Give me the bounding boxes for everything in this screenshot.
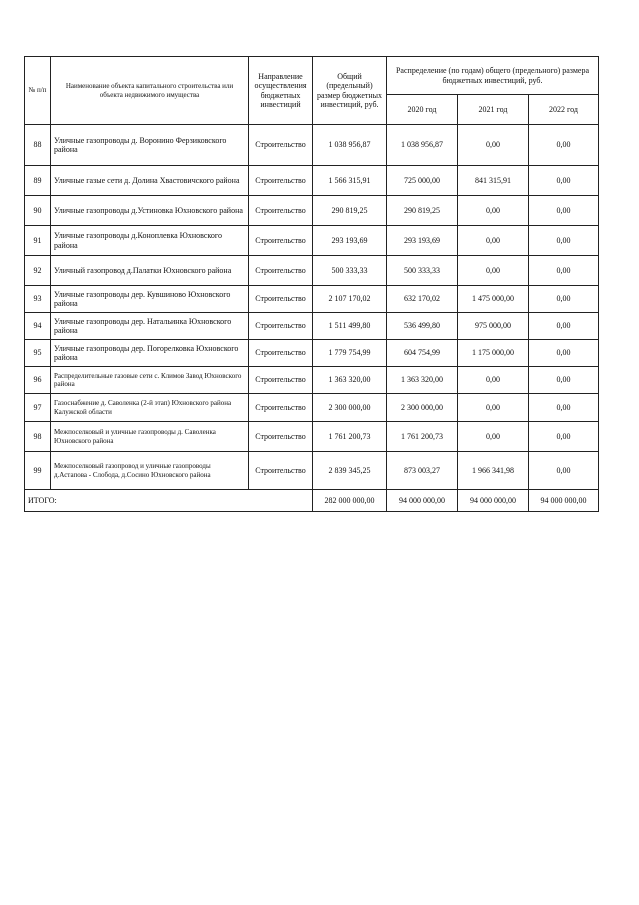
- row-direction: Строительство: [249, 340, 313, 367]
- row-amount-2022: 0,00: [529, 340, 599, 367]
- row-object-name: Уличные газопроводы дер. Погорелковка Юхновского района: [51, 340, 249, 367]
- table-row: [25, 196, 599, 226]
- row-object-name: Уличные газопроводы д.Устиновка Юхновского района: [51, 196, 249, 226]
- row-amount-2021: 0,00: [458, 422, 529, 452]
- row-amount-2021: 0,00: [458, 256, 529, 286]
- row-amount-2021: 841 315,91: [458, 166, 529, 196]
- row-amount-2021: 1 966 341,98: [458, 452, 529, 490]
- row-amount-2021: 0,00: [458, 367, 529, 394]
- table-row: [25, 286, 599, 313]
- row-object-name: Уличные газопроводы дер. Кувшиново Юхновского района: [51, 286, 249, 313]
- row-amount-2020: 500 333,33: [387, 256, 458, 286]
- table-row: [25, 226, 599, 256]
- row-amount-2021: 0,00: [458, 226, 529, 256]
- row-amount-2020: 293 193,69: [387, 226, 458, 256]
- row-object-name: Уличные газопроводы дер. Натальинка Юхновского района: [51, 313, 249, 340]
- row-amount-2022: 0,00: [529, 256, 599, 286]
- row-total-amount: 1 511 499,80: [313, 313, 387, 340]
- totals-total-amount: 282 000 000,00: [313, 490, 387, 512]
- row-amount-2020: 725 000,00: [387, 166, 458, 196]
- row-direction: Строительство: [249, 394, 313, 422]
- row-number: 91: [25, 226, 51, 256]
- header-total-amount: Общий (предельный) размер бюджетных инвестиций, руб.: [313, 57, 387, 125]
- row-direction: Строительство: [249, 452, 313, 490]
- row-number: 89: [25, 166, 51, 196]
- row-object-name: Уличные газопроводы д. Воронино Ферзиковского района: [51, 125, 249, 166]
- row-number: 95: [25, 340, 51, 367]
- row-amount-2022: 0,00: [529, 286, 599, 313]
- row-number: 93: [25, 286, 51, 313]
- header-year-2021: 2021 год: [458, 95, 529, 125]
- table-row: [25, 394, 599, 422]
- row-amount-2020: 1 038 956,87: [387, 125, 458, 166]
- row-number: 97: [25, 394, 51, 422]
- row-amount-2022: 0,00: [529, 166, 599, 196]
- row-amount-2022: 0,00: [529, 394, 599, 422]
- row-total-amount: 2 300 000,00: [313, 394, 387, 422]
- row-total-amount: 2 107 170,02: [313, 286, 387, 313]
- row-amount-2021: 0,00: [458, 394, 529, 422]
- row-amount-2020: 604 754,99: [387, 340, 458, 367]
- table-row: [25, 166, 599, 196]
- row-direction: Строительство: [249, 226, 313, 256]
- header-object-name: Наименование объекта капитального строительства или объекта недвижимого имущества: [51, 57, 249, 125]
- row-object-name: Газоснабжение д. Саволенка (2-й этап) Юхновского района Калужской области: [51, 394, 249, 422]
- row-total-amount: 1 566 315,91: [313, 166, 387, 196]
- row-total-amount: 293 193,69: [313, 226, 387, 256]
- row-object-name: Межпоселковый и уличные газопроводы д. Саволенка Юхновского района: [51, 422, 249, 452]
- row-object-name: Уличный газопровод д.Палатки Юхновского района: [51, 256, 249, 286]
- row-number: 98: [25, 422, 51, 452]
- row-direction: Строительство: [249, 313, 313, 340]
- row-amount-2022: 0,00: [529, 125, 599, 166]
- row-amount-2022: 0,00: [529, 367, 599, 394]
- header-year-2020: 2020 год: [387, 95, 458, 125]
- row-amount-2021: 975 000,00: [458, 313, 529, 340]
- row-direction: Строительство: [249, 256, 313, 286]
- row-number: 90: [25, 196, 51, 226]
- row-amount-2020: 1 363 320,00: [387, 367, 458, 394]
- totals-2020: 94 000 000,00: [387, 490, 458, 512]
- row-amount-2020: 873 003,27: [387, 452, 458, 490]
- row-amount-2020: 632 170,02: [387, 286, 458, 313]
- header-number: № п/п: [25, 57, 51, 125]
- row-amount-2022: 0,00: [529, 422, 599, 452]
- row-total-amount: 1 761 200,73: [313, 422, 387, 452]
- table-row: [25, 452, 599, 490]
- row-direction: Строительство: [249, 422, 313, 452]
- row-amount-2022: 0,00: [529, 452, 599, 490]
- table-row: [25, 256, 599, 286]
- table-row: [25, 313, 599, 340]
- row-amount-2020: 536 499,80: [387, 313, 458, 340]
- row-object-name: Распределительные газовые сети с. Климов Завод Юхновского района: [51, 367, 249, 394]
- row-object-name: Уличные газопроводы д.Коноплевка Юхновского района: [51, 226, 249, 256]
- row-amount-2021: 0,00: [458, 196, 529, 226]
- row-direction: Строительство: [249, 196, 313, 226]
- row-number: 94: [25, 313, 51, 340]
- row-number: 88: [25, 125, 51, 166]
- totals-2021: 94 000 000,00: [458, 490, 529, 512]
- table-row: [25, 340, 599, 367]
- table-body: [25, 125, 599, 490]
- table-row: [25, 125, 599, 166]
- row-object-name: Межпоселковый газопровод и уличные газопроводы д.Астапова - Слобода, д.Сосино Юхновского района: [51, 452, 249, 490]
- row-total-amount: 1 038 956,87: [313, 125, 387, 166]
- row-direction: Строительство: [249, 125, 313, 166]
- row-total-amount: 2 839 345,25: [313, 452, 387, 490]
- row-total-amount: 290 819,25: [313, 196, 387, 226]
- table-row: [25, 422, 599, 452]
- row-amount-2021: 0,00: [458, 125, 529, 166]
- row-direction: Строительство: [249, 367, 313, 394]
- row-number: 92: [25, 256, 51, 286]
- header-direction: Направление осуществления бюджетных инвестиций: [249, 57, 313, 125]
- row-total-amount: 500 333,33: [313, 256, 387, 286]
- budget-investment-table: [24, 56, 599, 512]
- row-amount-2022: 0,00: [529, 196, 599, 226]
- row-total-amount: 1 363 320,00: [313, 367, 387, 394]
- totals-2022: 94 000 000,00: [529, 490, 599, 512]
- row-number: 96: [25, 367, 51, 394]
- row-amount-2022: 0,00: [529, 313, 599, 340]
- row-amount-2020: 2 300 000,00: [387, 394, 458, 422]
- row-direction: Строительство: [249, 166, 313, 196]
- row-direction: Строительство: [249, 286, 313, 313]
- row-amount-2021: 1 175 000,00: [458, 340, 529, 367]
- row-number: 99: [25, 452, 51, 490]
- header-year-2022: 2022 год: [529, 95, 599, 125]
- row-total-amount: 1 779 754,99: [313, 340, 387, 367]
- row-amount-2020: 1 761 200,73: [387, 422, 458, 452]
- totals-label: ИТОГО:: [25, 490, 313, 512]
- totals-row: [25, 490, 599, 512]
- table-row: [25, 367, 599, 394]
- row-object-name: Уличные газые сети д. Долина Хвастовичского района: [51, 166, 249, 196]
- row-amount-2020: 290 819,25: [387, 196, 458, 226]
- row-amount-2021: 1 475 000,00: [458, 286, 529, 313]
- header-distribution: Распределение (по годам) общего (предельного) размера бюджетных инвестиций, руб.: [387, 57, 599, 95]
- row-amount-2022: 0,00: [529, 226, 599, 256]
